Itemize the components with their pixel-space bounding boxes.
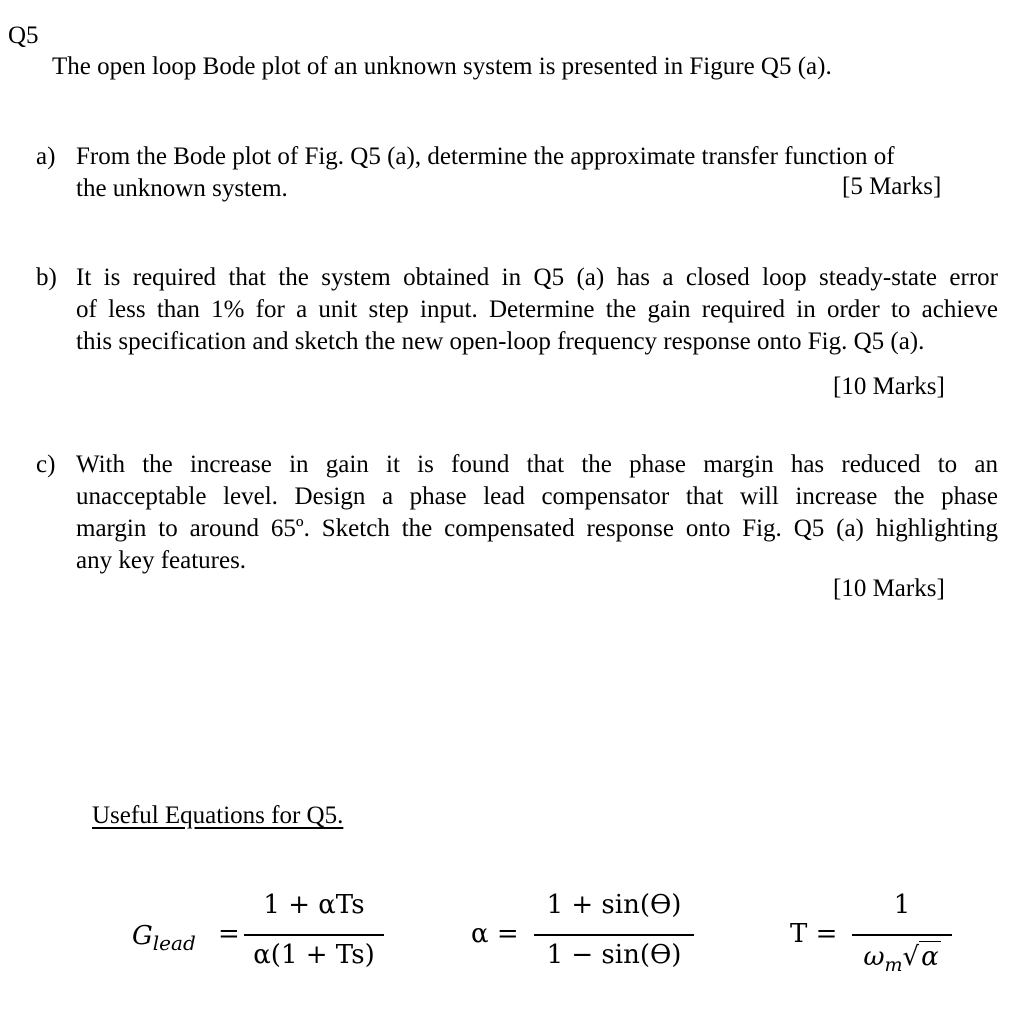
part-b-label: b) — [36, 264, 57, 291]
part-a-line-1: From the Bode plot of Fig. Q5 (a), determine the approximate transfer function of — [76, 143, 895, 170]
part-c-line-4: any key features. — [76, 547, 247, 574]
part-c-line-2: unacceptable level. Design a phase lead compensator that will increase the phase — [76, 483, 998, 510]
part-a-label: a) — [36, 143, 56, 170]
omega-symbol: ω — [863, 942, 885, 972]
glead-fraction-bar — [244, 934, 384, 936]
part-c-marks: [10 Marks] — [833, 575, 945, 602]
t-lhs: T = — [790, 919, 838, 949]
part-c — [36, 449, 998, 579]
glead-equals: = — [218, 919, 240, 949]
alpha-lhs: α = — [471, 919, 519, 949]
glead-denominator: α(1 + Ts) — [253, 940, 375, 970]
t-fraction-bar — [852, 934, 952, 936]
sqrt-radicand: α — [921, 942, 939, 972]
part-b-line-2: of less than 1% for a unit step input. Determine the gain required in order to achieve — [76, 296, 998, 323]
t-denominator — [852, 942, 952, 976]
glead-numerator: 1 + αTs — [263, 890, 365, 920]
t-numerator: 1 — [893, 890, 911, 920]
part-c-label: c) — [36, 451, 56, 478]
part-a-marks: [5 Marks] — [842, 173, 942, 200]
part-a-line-2: the unknown system. — [76, 175, 288, 202]
omega-subscript: m — [884, 954, 903, 976]
alpha-denominator: 1 − sin(ϴ) — [546, 940, 682, 970]
question-number: Q5 — [8, 22, 39, 49]
part-b — [36, 262, 998, 362]
alpha-fraction — [534, 890, 694, 980]
sqrt-symbol: √ — [902, 942, 920, 972]
glead-fraction — [244, 890, 384, 980]
part-b-line-1: It is required that the system obtained in Q5 (a) has a closed loop steady-state error — [76, 264, 998, 291]
glead-subscript: lead — [152, 931, 196, 955]
equations-heading: Useful Equations for Q5. — [92, 802, 344, 829]
alpha-fraction-bar — [534, 934, 694, 936]
alpha-numerator: 1 + sin(ϴ) — [546, 890, 682, 920]
part-b-line-3: this specification and sketch the new open-loop frequency response onto Fig. Q5 (a). — [76, 328, 925, 355]
part-c-line-3: margin to around 65º. Sketch the compensated response onto Fig. Q5 (a) highlighting — [76, 515, 998, 542]
glead-symbol — [132, 921, 196, 955]
part-c-text — [76, 449, 998, 577]
t-fraction — [852, 890, 952, 990]
part-b-text — [76, 262, 998, 358]
glead-g: G — [132, 921, 153, 951]
question-intro: The open loop Bode plot of an unknown system is presented in Figure Q5 (a). — [52, 53, 832, 80]
part-c-line-1: With the increase in gain it is found that the phase margin has reduced to an — [76, 451, 998, 478]
part-b-marks: [10 Marks] — [833, 373, 945, 400]
